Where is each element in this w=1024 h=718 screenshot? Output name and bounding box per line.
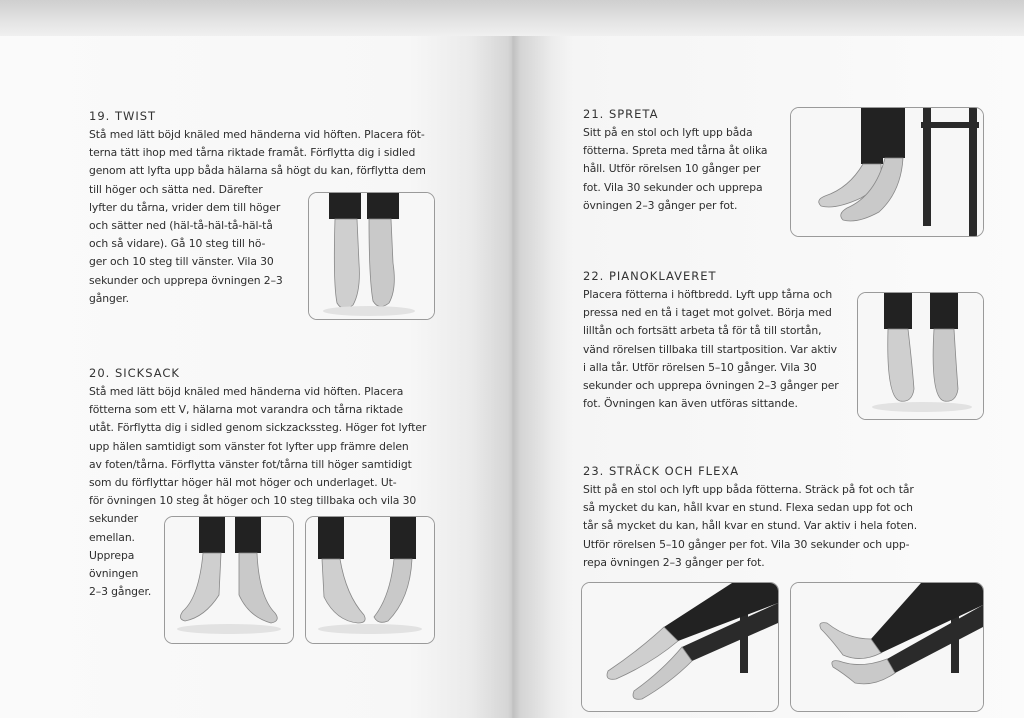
exercise-21-text	[583, 124, 793, 215]
feet-together-photo	[308, 192, 435, 320]
text-line: lilltån och fortsätt arbeta tå för tå till stortån,	[583, 324, 822, 338]
text-line: gånger.	[89, 291, 129, 305]
text-line: Utför rörelsen 5–10 gånger per fot. Vila 30 sekunder och upp-	[583, 537, 910, 551]
text-line: av foten/tårna. Förflytta vänster fot/tårna till höger samtidigt	[89, 457, 412, 471]
text-line: övningen 2–3 gånger per fot.	[583, 198, 738, 212]
text-line: och så vidare). Gå 10 steg till hö-	[89, 237, 266, 251]
scan-top-edge	[0, 0, 1024, 40]
text-line: sekunder	[89, 512, 139, 526]
text-line: genom att lyfta upp båda hälarna så högt du kan, förflytta dem	[89, 164, 426, 178]
text-line: pressa ned en tå i taget mot golvet. Börja med	[583, 306, 832, 320]
text-line: håll. Utför rörelsen 10 gånger per	[583, 162, 761, 176]
text-line: upp hälen samtidigt som vänster fot lyfter upp främre delen	[89, 439, 409, 453]
text-line: ger och 10 steg till vänster. Vila 30	[89, 255, 274, 269]
text-line: i alla tår. Utför rörelsen 5–10 gånger. Vila 30	[583, 360, 817, 374]
text-line: repa övningen 2–3 gånger per fot.	[583, 555, 765, 569]
text-line: fötterna. Spreta med tårna åt olika	[583, 144, 768, 158]
exercise-22-text	[583, 286, 863, 413]
text-line: terna tätt ihop med tårna riktade framåt. Förflytta dig i sidled	[89, 146, 416, 160]
exercise-23	[583, 463, 983, 572]
text-line: fot. Vila 30 sekunder och upprepa	[583, 180, 763, 194]
text-line: så mycket du kan, håll kvar en stund. Flexa sedan upp fot och	[583, 501, 913, 515]
text-line: till höger och sätta ned. Därefter	[89, 182, 263, 196]
exercise-23-text	[583, 481, 983, 572]
text-line: som du förflyttar höger häl mot höger och underlaget. Ut-	[89, 476, 397, 490]
text-line: Sitt på en stol och lyft upp båda	[583, 126, 753, 139]
text-line: emellan.	[89, 530, 135, 544]
text-line: lyfter du tårna, vrider dem till höger	[89, 200, 281, 214]
text-line: utåt. Förflytta dig i sidled genom sickzackssteg. Höger fot lyfter	[89, 421, 427, 435]
exercise-19-heading: 19. TWIST	[89, 109, 157, 123]
exercise-22-heading: 22. PIANOKLAVERET	[583, 269, 717, 283]
exercise-23-heading: 23. STRÄCK OCH FLEXA	[583, 464, 740, 478]
text-line: sekunder och upprepa övningen 2–3 gånger per	[583, 379, 839, 393]
text-line: Stå med lätt böjd knäled med händerna vid höften. Placera	[89, 385, 404, 398]
text-line: för övningen 10 steg åt höger och 10 steg tillbaka och vila 30	[89, 494, 417, 508]
text-line: övningen	[89, 567, 139, 581]
exercise-20-heading: 20. SICKSACK	[89, 366, 180, 380]
text-line: Upprepa	[89, 548, 135, 562]
text-line: Placera fötterna i höftbredd. Lyft upp tårna och	[583, 288, 833, 301]
flexed-foot-photo	[790, 582, 984, 712]
text-line: Sitt på en stol och lyft upp båda fötterna. Sträck på fot och tår	[583, 483, 914, 496]
feet-inverted-v-photo	[305, 516, 435, 644]
left-page	[0, 36, 512, 718]
text-line: 2–3 gånger.	[89, 585, 152, 599]
exercise-21-heading: 21. SPRETA	[583, 107, 659, 121]
text-line: Stå med lätt böjd knäled med händerna vid höften. Placera föt-	[89, 128, 425, 141]
right-page	[512, 36, 1024, 718]
feet-v-shape-photo	[164, 516, 294, 644]
exercise-22	[583, 268, 863, 413]
text-line: fötterna som ett V, hälarna mot varandra och tårna riktade	[89, 403, 403, 417]
text-line: och sätter ned (häl-tå-häl-tå-häl-tå	[89, 219, 273, 233]
text-line: tår så mycket du kan, håll kvar en stund. Var aktiv i hela foten.	[583, 519, 918, 533]
seated-spread-toes-photo	[790, 107, 984, 237]
text-line: fot. Övningen kan även utföras sittande.	[583, 397, 798, 411]
text-line: vänd rörelsen tillbaka till startposition. Var aktiv	[583, 342, 837, 356]
book-spine-gutter	[470, 36, 554, 718]
exercise-21	[583, 106, 793, 215]
pointed-foot-photo	[581, 582, 779, 712]
feet-hip-width-photo	[857, 292, 984, 420]
text-line: sekunder och upprepa övningen 2–3	[89, 273, 283, 287]
